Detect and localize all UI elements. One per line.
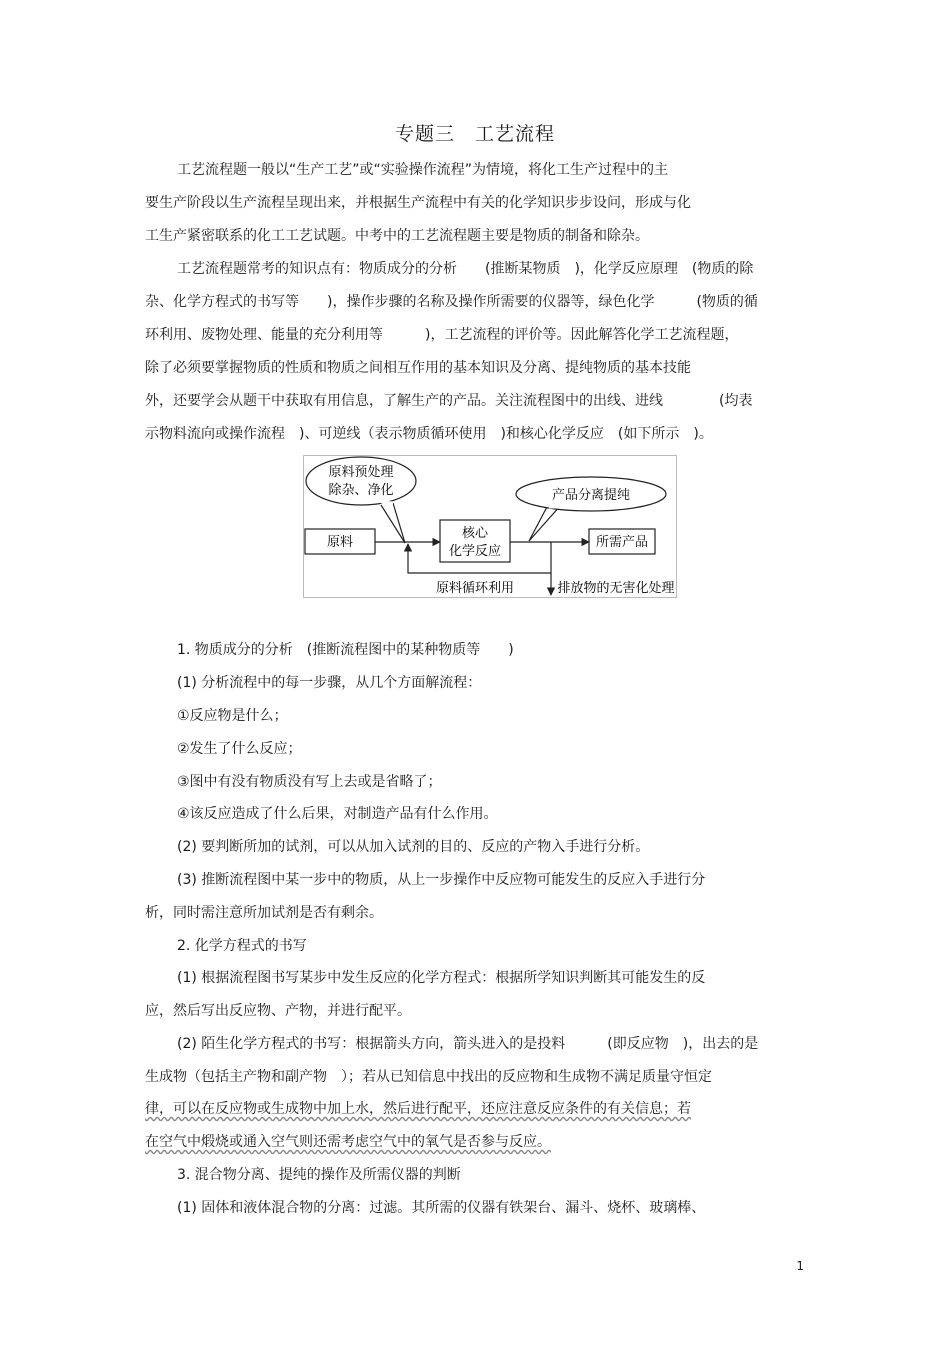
list-item: ②发生了什么反应；: [177, 741, 302, 757]
paragraph-line: (2) 要判断所加的试剂，可以从加入试剂的目的、反应的产物入手进行分析。: [177, 839, 650, 855]
paragraph-line: 环利用、废物处理、能量的充分利用等 )，工艺流程的评价等。因此解答化学工艺流程题，: [145, 327, 739, 343]
paragraph-line: 应，然后写出反应物、产物，并进行配平。: [145, 1003, 411, 1019]
list-item: ④该反应造成了什么后果，对制造产品有什么作用。: [177, 806, 498, 822]
paragraph-line: 杂、化学方程式的书写等 )，操作步骤的名称及操作所需要的仪器等，绿色化学 (物质的循: [145, 294, 758, 310]
raw-material-label: 原料: [326, 535, 354, 550]
section-heading: 1. 物质成分的分析 (推断流程图中的某种物质等 ): [177, 642, 514, 658]
recycle-label: 原料循环利用: [435, 581, 515, 596]
paragraph-line: 生成物（包括主产物和副产物 ）；若从已知信息中找出的反应物和生成物不满足质量守恒定: [145, 1069, 712, 1085]
paragraph-line-underlined: 律，可以在反应物或生成物中加上水，然后进行配平，还应注意反应条件的有关信息；若: [145, 1101, 691, 1117]
paragraph-line: 外，还要学会从题干中获取有用信息，了解生产的产品。关注流程图中的出线、进线 (均表: [145, 393, 753, 409]
paragraph-line: 工艺流程题一般以“生产工艺”或“实验操作流程”为情境，将化工生产过程中的主: [177, 162, 669, 178]
product-label: 所需产品: [595, 535, 649, 550]
section-heading: 3. 混合物分离、提纯的操作及所需仪器的判断: [177, 1167, 461, 1183]
core-reaction-label-1: 核心: [461, 526, 489, 541]
separation-text: 产品分离提纯: [551, 488, 631, 503]
paragraph-line: 析，同时需注意所加试剂是否有剩余。: [145, 905, 383, 921]
pretreat-text-1: 原料预处理: [328, 465, 394, 480]
paragraph-line: 工生产紧密联系的化工工艺试题。中考中的工艺流程题主要是物质的制备和除杂。: [145, 228, 649, 244]
pretreat-text-2: 除杂、净化: [328, 483, 394, 498]
page-number: 1: [796, 1259, 804, 1273]
list-item: ③图中有没有物质没有写上去或是省略了；: [177, 774, 442, 790]
paragraph-line: (3) 推断流程图中某一步中的物质，从上一步操作中反应物可能发生的反应入手进行分: [177, 872, 706, 888]
core-reaction-label-2: 化学反应: [448, 544, 502, 559]
paragraph-line: 示物料流向或操作流程 )、可逆线（表示物质循环使用 )和核心化学反应 (如下所示 )。: [145, 426, 713, 442]
list-item: ①反应物是什么；: [177, 708, 288, 724]
paragraph-line: (1) 根据流程图书写某步中发生反应的化学方程式：根据所学知识判断其可能发生的反: [177, 970, 706, 986]
paragraph-line: 要生产阶段以生产流程呈现出来，并根据生产流程中有关的化学知识步步设问，形成与化: [145, 195, 691, 211]
process-flow-diagram: [303, 455, 677, 598]
paragraph-line: (1) 分析流程中的每一步骤，从几个方面解流程：: [177, 675, 482, 691]
paragraph-line-underlined: 在空气中煅烧或通入空气则还需考虑空气中的氧气是否参与反应。: [145, 1134, 551, 1150]
paragraph-line: (2) 陌生化学方程式的书写：根据箭头方向，箭头进入的是投料 (即反应物 )，出去的是: [177, 1036, 759, 1052]
page-title: 专题三 工艺流程: [394, 123, 555, 145]
waste-label: 排放物的无害化处理: [557, 581, 675, 596]
section-heading: 2. 化学方程式的书写: [177, 938, 307, 954]
paragraph-line: (1) 固体和液体混合物的分离：过滤。其所需的仪器有铁架台、漏斗、烧杯、玻璃棒、: [177, 1200, 706, 1216]
paragraph-line: 除了必须要掌握物质的性质和物质之间相互作用的基本知识及分离、提纯物质的基本技能: [145, 360, 691, 376]
paragraph-line: 工艺流程题常考的知识点有：物质成分的分析 (推断某物质 )，化学反应原理 (物质的除: [177, 261, 754, 277]
